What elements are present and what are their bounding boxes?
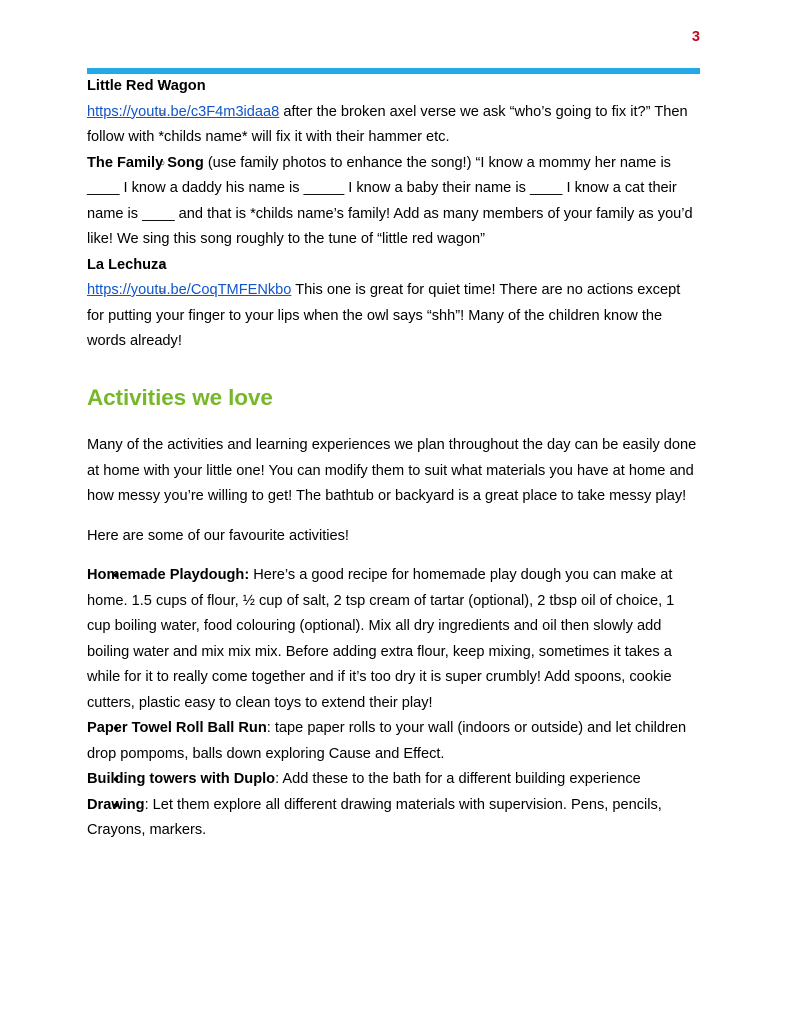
song-description: (use family photos to enhance the song!) “I know a mommy her name is ____ I know a daddy his name is _____ I know a baby their name is ____ I know a cat their name is ____ and that is *childs name’s family! Add as many members of your family as you’d like! We sing this song roughly to the tune of “little red wagon” bbox=[87, 154, 693, 247]
list-item bbox=[87, 563, 700, 716]
activity-description: : Let them explore all different drawing materials with supervision. Pens, pencils, Crayons, markers. bbox=[87, 796, 662, 839]
paragraph-spacer bbox=[87, 510, 700, 524]
activity-title: Building towers with Duplo bbox=[87, 771, 276, 788]
list-item bbox=[87, 151, 700, 253]
list-item bbox=[87, 767, 700, 793]
list-item bbox=[87, 793, 700, 844]
list-item bbox=[87, 716, 700, 767]
favourites-lead-paragraph: Here are some of our favourite activities! bbox=[87, 527, 349, 544]
section-spacer bbox=[87, 355, 700, 385]
list-item bbox=[87, 253, 700, 279]
activity-description: : tape paper rolls to your wall (indoors or outside) and let children drop pompoms, balls down exploring Cause and Effect. bbox=[87, 720, 687, 762]
song-description: This one is great for quiet time! There are no actions except for putting your finger to your lips when the owl says “shh”! Many of the children know the words already! bbox=[87, 282, 681, 349]
list-item bbox=[87, 74, 700, 100]
list-item bbox=[87, 278, 700, 355]
section-heading-activities: Activities we love bbox=[87, 384, 273, 410]
heading-spacer bbox=[87, 410, 700, 433]
activity-description: : Add these to the bath for a different building experience bbox=[275, 771, 641, 788]
song-title: La Lechuza bbox=[87, 256, 167, 273]
activity-title: Paper Towel Roll Ball Run bbox=[87, 720, 267, 737]
list-item bbox=[87, 100, 700, 151]
activities-list bbox=[87, 563, 700, 844]
activity-title: Homemade Playdough: bbox=[87, 567, 250, 584]
song-title: Little Red Wagon bbox=[87, 78, 206, 94]
page-header bbox=[87, 0, 700, 52]
song-description: after the broken axel verse we ask “who’s going to fix it?” Then follow with *childs name* will fix it with their hammer etc. bbox=[87, 103, 688, 145]
activity-description: Here’s a good recipe for homemade play dough you can make at home. 1.5 cups of flour, ½ cup of salt, 2 tsp cream of tartar (optional), 2 tbsp oil of choice, 1 cup boiling water, food colouring (optional). Mix all dry ingredients and oil then slowly add boiling water and mix mix mix. Before adding extra flour, keep mixing, sometimes it takes a while for it to really come together and if it’s too dry it is super crumbly! Add spoons, cookie cutters, plastic easy to clean toys to extend their play! bbox=[87, 567, 675, 711]
activities-intro-paragraph: Many of the activities and learning experiences we plan throughout the day can be easily done at home with your little one! You can modify them to suit what materials you have at home and how messy you’re willing to get! The bathtub or backyard is a great place to take messy play! bbox=[87, 437, 697, 505]
activity-title: Drawing bbox=[87, 796, 145, 813]
list-spacer bbox=[87, 549, 700, 563]
youtube-link[interactable]: https://youtu.be/c3F4m3idaa8 bbox=[87, 103, 280, 120]
songs-list bbox=[87, 74, 700, 355]
youtube-link[interactable]: https://youtu.be/CoqTMFENkbo bbox=[87, 282, 292, 298]
song-title: The Family Song bbox=[87, 154, 204, 171]
page-number: 3 bbox=[691, 29, 700, 45]
